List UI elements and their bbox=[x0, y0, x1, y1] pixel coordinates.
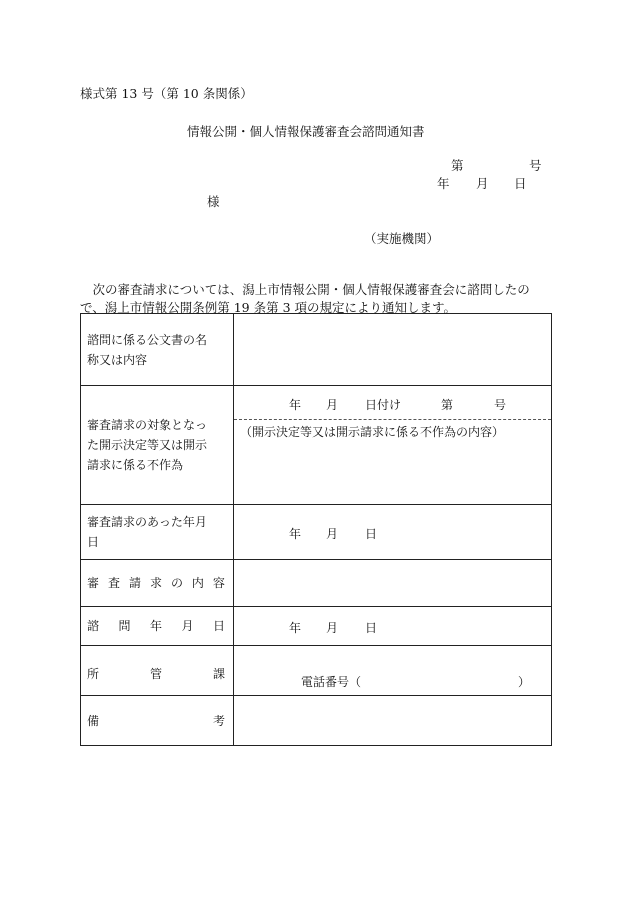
label-char: 所 bbox=[87, 667, 100, 681]
row-request-date bbox=[81, 505, 552, 560]
label-char: 査 bbox=[107, 576, 120, 590]
decision-content[interactable] bbox=[234, 420, 551, 504]
row-consult-date bbox=[81, 607, 552, 646]
value-request-content[interactable] bbox=[234, 560, 552, 607]
issue-number-suffix: 号 bbox=[529, 158, 542, 173]
label-char: 課 bbox=[212, 667, 225, 681]
label-char: 請 bbox=[128, 576, 141, 590]
phone-label: 電話番号（ bbox=[301, 675, 362, 689]
value-remarks[interactable] bbox=[234, 696, 552, 746]
label-line: 審査請求の対象となっ bbox=[87, 418, 208, 432]
label-request-content bbox=[81, 560, 234, 607]
decision-note: （開示決定等又は開示請求に係る不作為の内容） bbox=[240, 425, 505, 439]
value-request-date[interactable] bbox=[234, 505, 552, 560]
label-char: 問 bbox=[118, 619, 131, 633]
label-char: 年 bbox=[149, 619, 162, 633]
issue-date-year: 年 bbox=[437, 176, 450, 191]
decision-date-number[interactable] bbox=[234, 386, 551, 420]
label-line: 審査請求のあった年月 bbox=[87, 515, 207, 529]
value-decision[interactable] bbox=[234, 386, 552, 505]
document-title: 情報公開・個人情報保護審査会諮問通知書 bbox=[187, 124, 425, 139]
row-decision bbox=[81, 386, 552, 505]
decision-dated: 日付け bbox=[365, 398, 402, 412]
label-line: 称又は内容 bbox=[87, 352, 148, 367]
label-line: た開示決定等又は開示 bbox=[87, 438, 208, 452]
consult-day: 日 bbox=[365, 621, 378, 635]
label-department bbox=[81, 646, 234, 696]
notice-body-line: で、潟上市情報公開条例第 19 条第 3 項の規定により通知します。 bbox=[80, 300, 457, 315]
decision-number-suffix: 号 bbox=[494, 398, 507, 412]
value-department[interactable] bbox=[234, 646, 552, 696]
label-char: 求 bbox=[149, 576, 162, 590]
label-char: 諮 bbox=[87, 619, 100, 633]
label-line: 請求に係る不作為 bbox=[87, 458, 184, 472]
label-char: 考 bbox=[212, 713, 225, 728]
row-department bbox=[81, 646, 552, 696]
label-char: 内 bbox=[191, 576, 204, 590]
notice-body-line: 次の審査請求については、潟上市情報公開・個人情報保護審査会に諮問したの bbox=[80, 282, 530, 297]
decision-number-prefix: 第 bbox=[441, 398, 454, 412]
label-char: 審 bbox=[87, 576, 100, 590]
issue-date-day: 日 bbox=[514, 176, 527, 191]
label-consult-date bbox=[81, 607, 234, 646]
label-decision bbox=[81, 386, 234, 505]
decision-month: 月 bbox=[326, 398, 339, 412]
phone-close: ） bbox=[518, 675, 531, 689]
label-char: の bbox=[170, 576, 183, 590]
value-consult-date[interactable] bbox=[234, 607, 552, 646]
consult-year: 年 bbox=[289, 621, 302, 635]
row-remarks bbox=[81, 696, 552, 746]
row-request-content bbox=[81, 560, 552, 607]
issue-date-month: 月 bbox=[476, 176, 489, 191]
request-year: 年 bbox=[289, 527, 302, 541]
label-line: 諮問に係る公文書の名 bbox=[87, 332, 208, 347]
row-document-name bbox=[81, 314, 552, 386]
implementing-agency: （実施機関） bbox=[364, 231, 440, 246]
label-char: 日 bbox=[212, 619, 225, 633]
request-month: 月 bbox=[326, 527, 339, 541]
label-char: 備 bbox=[87, 713, 100, 728]
issue-number-prefix: 第 bbox=[451, 158, 464, 173]
decision-year: 年 bbox=[289, 398, 302, 412]
consult-month: 月 bbox=[326, 621, 339, 635]
notice-body bbox=[80, 281, 530, 317]
label-char: 月 bbox=[181, 619, 194, 633]
label-remarks bbox=[81, 696, 234, 746]
addressee-honorific: 様 bbox=[207, 194, 220, 209]
request-day: 日 bbox=[365, 527, 378, 541]
notice-form-table bbox=[80, 313, 552, 746]
form-number: 様式第 13 号（第 10 条関係） bbox=[80, 86, 253, 101]
label-document-name bbox=[81, 314, 234, 386]
label-char: 管 bbox=[149, 667, 162, 681]
value-document-name[interactable] bbox=[234, 314, 552, 386]
label-char: 容 bbox=[212, 576, 225, 590]
label-request-date bbox=[81, 505, 234, 560]
label-line: 日 bbox=[87, 535, 100, 549]
